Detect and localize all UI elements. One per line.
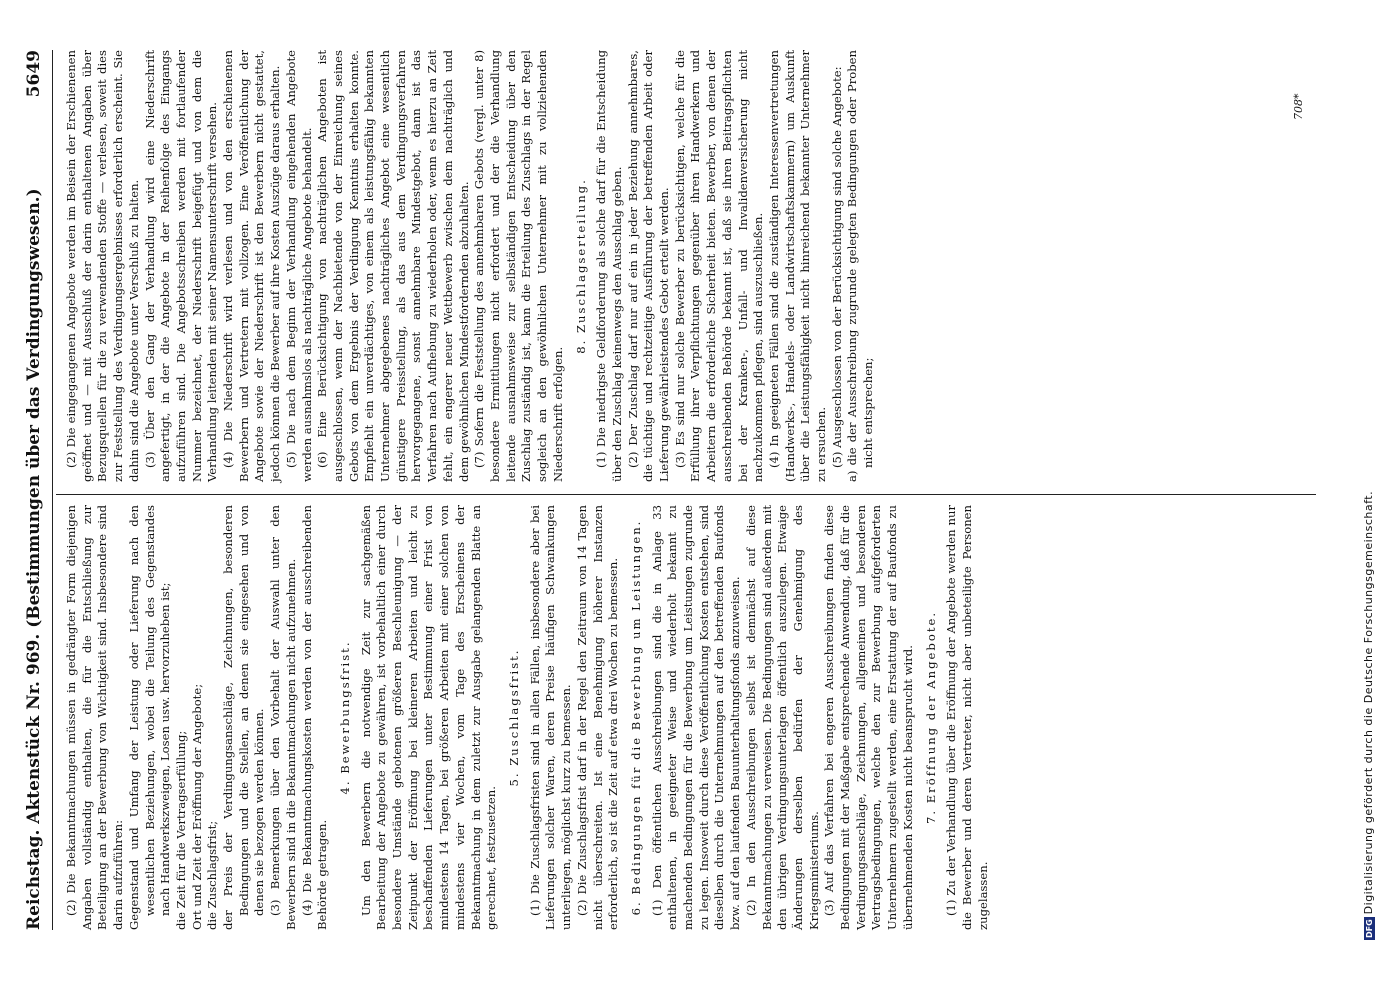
- signature-mark: 708*: [1292, 93, 1305, 120]
- left-paragraph: (1) Die Zuschlagsfristen sind in allen Fällen, insbesondere aber bei Lieferungen solcher Waren, deren Preise häufigen Schwankungen unterliegen, möglichst kurz zu bemessen.: [527, 505, 574, 930]
- right-paragraph: (2) Der Zuschlag darf nur auf ein in jeder Beziehung annehmbares, die tüchtige und rechtzeitige Ausführung der betreffenden Arbeit oder Lieferung gewährleistendes Gebot erteilt werden.: [625, 50, 672, 482]
- left-paragraph: (3) Auf das Verfahren bei engeren Ausschreibungen finden diese Bedingungen mit der Maßgabe entsprechende Anwendung, daß für die Verdingungsanschläge, Zeichnungen, allgemeinen und besonderen Vertragsbedingungen, welche den zur Bewerbung aufgeforderten Unternehmern zugestellt werden, eine Erstattung der auf Baufonds zu übernehmenden Kosten nicht beansprucht wird.: [822, 505, 915, 930]
- header-rule: [52, 50, 53, 930]
- dfg-logo: DFG: [1365, 919, 1374, 938]
- left-section-heading: 6. Bedingungen für die Bewerbung um Leistungen.: [628, 519, 643, 916]
- left-list-item: die Zuschlagsfrist;: [205, 820, 220, 930]
- left-list-item: Gegenstand und Umfang der Leistung oder Lieferung nach den wesentlichen Beziehungen, wobei die Teilung des Gegenstandes nach Handwerkszweigen, Losen usw. hervorzuheben ist;: [126, 505, 173, 930]
- right-paragraph: (1) Die niedrigste Geldforderung als solche darf für die Entscheidung über den Zuschlag keinenwegs den Ausschlag geben.: [594, 50, 624, 482]
- left-paragraph: (2) In den Ausschreibungen selbst ist demnächst auf diese Bekanntmachungen zu verweisen. Die Bedingungen sind außerdem mit den übrigen Verdingungsunterlagen öffentlich auszulegen. Etwaige Änderungen derselben bedürfen der Genehmigung des Kriegsministeriums.: [743, 505, 821, 930]
- right-paragraph: (4) In geeigneten Fällen sind die zuständigen Interessenvertretungen (Handwerks-, Handels- oder Landwirtschaftskammern) um Auskunft über die Leistungsfähigkeit nicht hinreichend bekannter Unternehmer zu ersuchen.: [766, 50, 829, 482]
- left-paragraph: Um den Bewerbern die notwendige Zeit zur sachgemäßen Bearbeitung der Angebote zu gewähren, ist vorbehaltlich einer durch besondere Umstände gebotenen größeren Beschleunigung — der Zeitpunkt der Eröffnung bei kleineren Arbeiten und leicht zu beschaffenden Lieferungen unter Bestimmung einer Frist von mindestens 14 Tagen, bei größeren Arbeiten mit einer solchen von mindestens vier Wochen, vom Tage des Erscheinens der Bekanntmachung in dem zuletzt zur Ausgabe gelangenden Blatte an gerechnet, festzusetzen.: [358, 505, 499, 930]
- digitization-text: Digitalisierung gefördert durch die Deutsche Forschungsgemeinschaft.: [1362, 490, 1375, 915]
- left-paragraph: (1) Den öffentlichen Ausschreibungen sind die in Anlage 33 enthaltenen, in geeigneter Weise und wiederholt bekannt zu machenden Bedingungen für die Bewerbung um Leistungen zugrunde zu legen. Insoweit durch diese Veröffentlichung Kosten entstehen, sind dieselben durch die Unternehmungen auf den betreffenden Baufonds bzw. auf den laufenden Bauunterhaltungsfonds anzuweisen.: [649, 505, 743, 930]
- right-paragraph: (5) Die nach dem Beginn der Verhandlung eingehenden Angebote werden ausnahmslos als nachträgliche Angebote behandelt.: [283, 50, 314, 482]
- page-number: 5649: [24, 50, 44, 98]
- left-paragraph: (1) Zu der Verhandlung über die Eröffnung der Angebote werden nur die Bewerber und deren Vertreter, nicht aber unbeteiligte Personen zugelassen.: [944, 505, 990, 930]
- left-paragraph: (2) Die Bekanntmachungen müssen in gedrängter Form diejenigen Angaben vollständig enthalten, die für die Entschließung zur Beteiligung an der Bewerbung von Wichtigkeit sind. Insbesondere sind darin aufzuführen:: [64, 505, 126, 930]
- right-paragraph: (5) Ausgeschlossen von der Berücksichtigung sind solche Angebote:: [829, 66, 844, 468]
- page-header: [22, 50, 52, 930]
- right-paragraph: (6) Eine Berücksichtigung von nachträglichen Angeboten ist ausgeschlossen, wenn der Nachbietende von der Einreichung seines Gebots von dem Ergebnis der Verdingung Kenntnis erhalten konnte. Empfiehlt ein unverdächtiges, von einem als leistungsfähig bekannten Unternehmer abgegebenes nachträgliches Angebot eine wesentlich günstigere Preisstellung, als das aus dem Verdingungsverfahren hervorgegangene, sonst annehmbare Mindestgebot, dann ist das Verfahren nach Aufhebung zu wiederholen oder, wenn es hierzu an Zeit fehlt, ein engerer neuer Wettbewerb zwischen dem nachträglich und dem gewöhnlichen Mindestfordernden abzuhalten.: [315, 50, 471, 482]
- right-list-item: a) die der Ausschreibung zugrunde gelegten Bedingungen oder Proben nicht entsprechen;: [845, 50, 876, 482]
- right-paragraph: (4) Die Niederschrift wird verlesen und von den erschienenen Bewerbern und Vertretern mit vollzogen. Eine Veröffentlichung der Angebote sowie der Niederschrift ist den Bewerbern nicht gestattet, jedoch können die Bewerber auf ihre Kosten Auszüge daraus erhalten.: [221, 50, 283, 482]
- column-divider: [56, 494, 1316, 495]
- left-list-item: Ort und Zeit der Eröffnung der Angebote;: [189, 683, 204, 930]
- left-section-heading: 4. Bewerbungsfrist.: [337, 640, 352, 795]
- right-section-heading: 8. Zuschlagserteilung.: [573, 178, 588, 354]
- left-column: [64, 505, 991, 930]
- left-list-item: der Preis der Verdingungsanschläge, Zeichnungen, besonderen Bedingungen und die Stellen, an denen sie eingesehen und von denen sie bezogen werden können.: [221, 505, 267, 930]
- running-title: Reichstag. Aktenstück Nr. 969. (Bestimmungen über das Verdingungswesen.): [24, 188, 44, 930]
- digitization-note: [1362, 491, 1375, 940]
- right-column: [64, 50, 877, 482]
- left-section-heading: 7. Eröffnung der Angebote.: [923, 610, 938, 825]
- right-paragraph: (3) Es sind nur solche Bewerber zu berücksichtigen, welche für die Erfüllung ihrer Verpflichtungen gegenüber ihren Handwerkern und Arbeitern die erforderliche Sicherheit bieten. Bewerber, von denen der ausschreibenden Behörde bekannt ist, daß sie ihren Beitragspflichten bei der Kranken-, Unfall- und Invalidenversicherung nicht nachzukommen pflegen, sind auszuschließen.: [672, 50, 766, 482]
- left-paragraph: (2) Die Zuschlagsfrist darf in der Regel den Zeitraum von 14 Tagen nicht überschreiten. Ist eine Benehmigung höherer Instanzen erforderlich, so ist die Zeit auf etwa drei Wochen zu bemessen.: [574, 505, 621, 930]
- left-paragraph: (3) Bemerkungen über den Vorbehalt der Auswahl unter den Bewerbern sind in die Bekanntmachungen nicht aufzunehmen.: [268, 505, 298, 930]
- left-list-item: die Zeit für die Vertragserfüllung;: [173, 730, 188, 930]
- left-paragraph: (4) Die Bekanntmachungskosten werden von der ausschreibenden Behörde getragen.: [299, 505, 330, 930]
- left-section-heading: 5. Zuschlagsfrist.: [506, 648, 521, 787]
- right-paragraph: (7) Sofern die Feststellung des annehmbaren Gebots (vergl. unter 8) besondere Ermittlungen nicht erfordert und der die Verhandlung leitende ausnahmsweise zur selbständigen Entscheidung über den Zuschlag zuständig ist, kann die Erteilung des Zuschlags in der Regel sogleich an den gewöhnlichen Unternehmer mit zu vollziehenden Niederschrift erfolgen.: [472, 50, 565, 482]
- right-paragraph: (2) Die eingegangenen Angebote werden im Beisein der Erschienenen geöffnet und — mit Ausschluß der darin enthaltenen Angaben über Bezugsquellen für die zu verwendenden Stoffe — verlesen, soweit dies zur Feststellung des Verdingungsergebnisses erforderlich erscheint. Sie dahin sind die Angebote unter Verschluß zu halten.: [64, 50, 141, 482]
- right-paragraph: (3) Über den Gang der Verhandlung wird eine Niederschrift angefertigt, in der die Angebote in der Reihenfolge des Eingangs aufzuführen sind. Die Angebotsschreiben werden mit fortlaufender Nummer bezeichnet, der Niederschrift beigefügt und von dem die Verhandlung leitenden mit seiner Namensunterschrift versehen.: [142, 50, 220, 482]
